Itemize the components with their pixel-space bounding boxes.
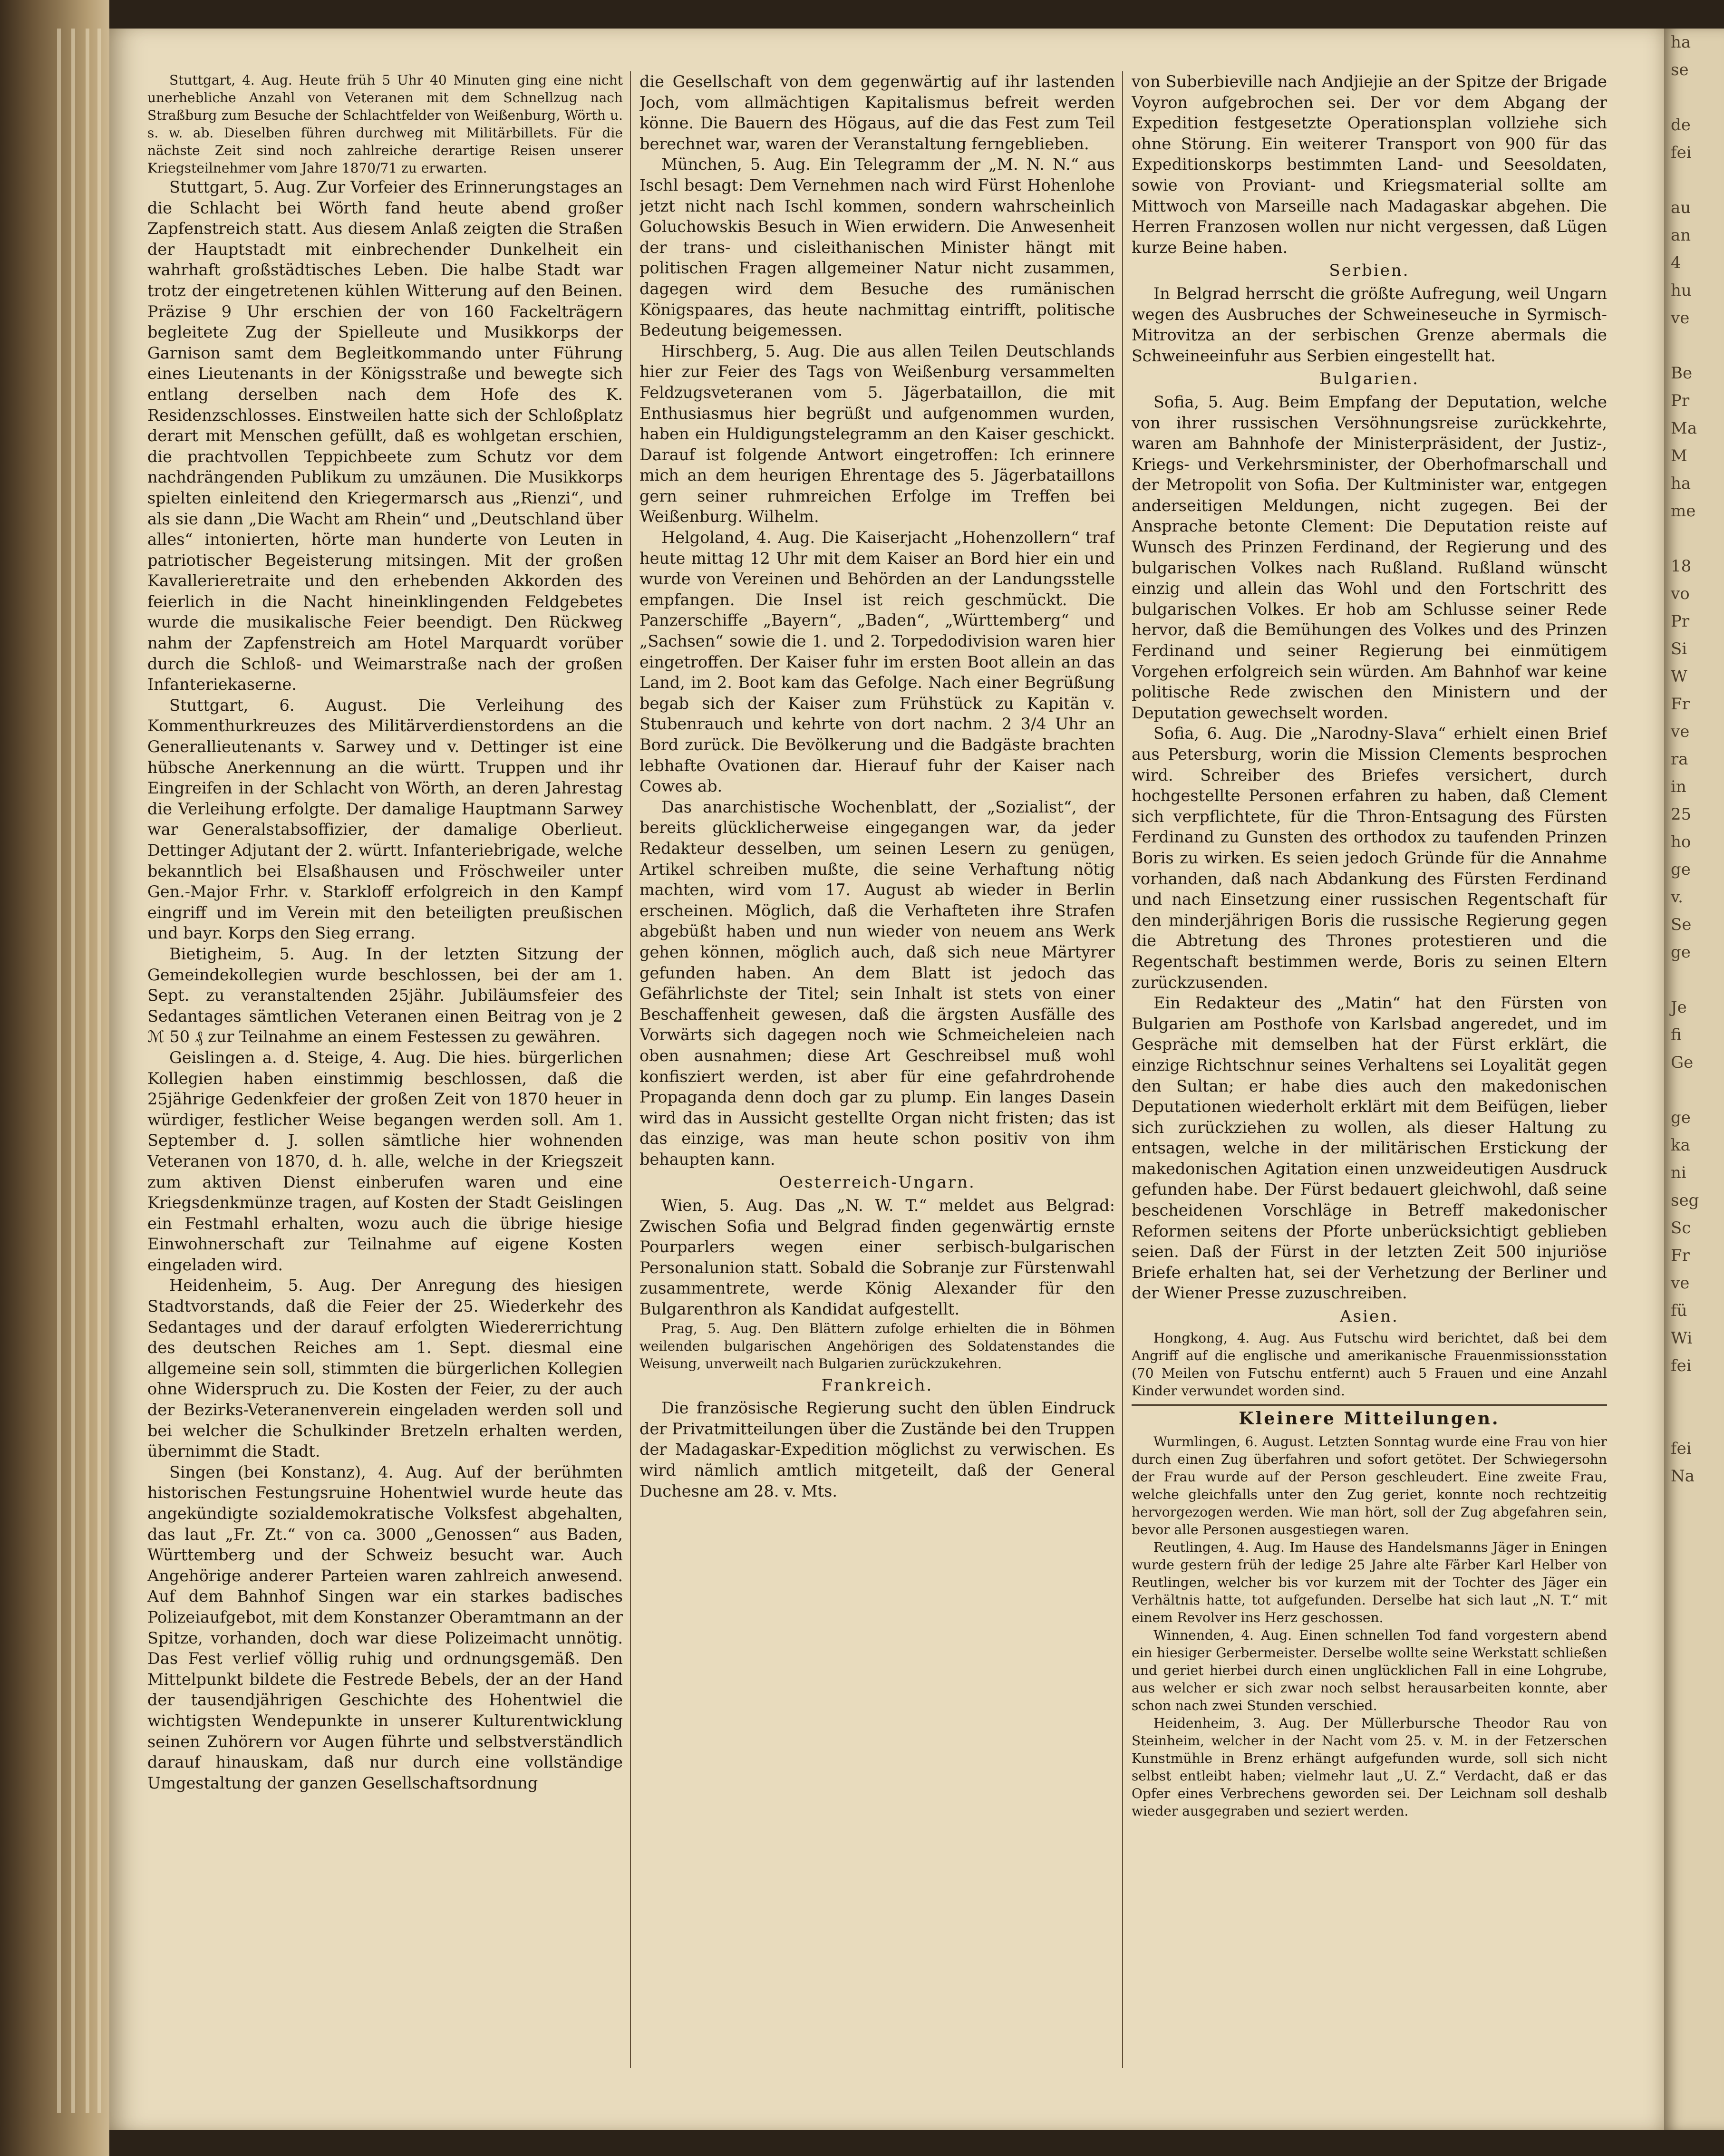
next-page-fragment: v. — [1671, 888, 1683, 907]
next-page-fragment: seg — [1671, 1191, 1699, 1210]
article-paragraph: Heidenheim, 5. Aug. Der Anregung des hiesigen Stadtvorstands, daß die Feier der 25. Wiederkehr des Sedantages und der darauf erfolgten Wiedererrichtung des deutschen Reiches am 1. Sept. diesmal eine allgemeine sein soll, stimmten die bürgerlichen Kollegien ohne Widerspruch zu. Die Kosten der Feier, zu der auch der Bezirks-Veteranenverein eingeladen werden soll und bei welcher die Schulkinder Bretzeln erhalten werden, übernimmt die Stadt. — [147, 1276, 623, 1461]
section-heading: Bulgarien. — [1319, 369, 1419, 389]
next-page-fragment: Pr — [1671, 391, 1690, 410]
book-spine — [0, 0, 109, 2156]
next-page-fragment: Na — [1671, 1467, 1695, 1486]
article-paragraph: München, 5. Aug. Ein Telegramm der „M. N. N.“ aus Ischl besagt: Dem Vernehmen nach wird Fürst Hohenlohe jetzt nicht nach Ischl kommen, sondern wahrscheinlich Goluchowskis Besuch in Wien erwidern. Die Anwesenheit der trans- und cisleithanischen Minister hängt mit politischen Fragen allgemeiner Natur nicht zusammen, dagegen wird dem Besuche des rumänischen Königspaares, das heute nachmittag eintrifft, politische Bedeutung beigemessen. — [639, 155, 1115, 340]
article-paragraph: Wurmlingen, 6. August. Letzten Sonntag wurde eine Frau von hier durch einen Zug überfahren und sofort getötet. Der Schwiegersohn der Frau wurde auf der Person geschleudert. Eine zweite Frau, welche gleichfalls unter den Zug geriet, konnte noch rechtzeitig hervorgezogen werden. Wie man hört, soll der Zug abgefahren sein, bevor alle Personen ausgestiegen waren. — [1132, 1434, 1607, 1538]
column-2 — [639, 71, 1115, 2068]
next-page-fragment: fü — [1671, 1301, 1687, 1320]
next-page-fragment: Fr — [1671, 695, 1690, 714]
article-paragraph: Hirschberg, 5. Aug. Die aus allen Teilen Deutschlands hier zur Feier des Tags von Weißenburg versammelten Feldzugsveteranen vom 5. Jägerbataillon, die mit Enthusiasmus hier begrüßt und aufgenommen wurden, haben ein Huldigungstelegramm an den Kaiser geschickt. Darauf ist folgende Antwort eingetroffen: Ich erinnere mich an dem heurigen Ehrentage des 5. Jägerbataillons gern seiner ruhmreichen Erfolge im Treffen bei Weißenburg. Wilhelm. — [639, 341, 1115, 526]
next-page-fragment: Be — [1671, 364, 1693, 383]
next-page-fragment: M — [1671, 446, 1687, 465]
section-heading: Oesterreich-Ungarn. — [779, 1173, 976, 1192]
next-page-fragment: Je — [1671, 998, 1687, 1017]
article-paragraph: Heidenheim, 3. Aug. Der Müllerbursche Theodor Rau von Steinheim, welcher in der Nacht vom 25. v. M. in der Fetzerschen Kunstmühle in Brenz erhängt aufgefunden wurde, soll sich nicht selbst entleibt haben; vielmehr laut „U. Z.“ Verdacht, daß er das Opfer eines Verbrechens geworden sei. Der Leichnam soll deshalb wieder ausgegraben und seziert werden. — [1132, 1715, 1607, 1819]
next-page-fragment: ka — [1671, 1136, 1690, 1155]
article-paragraph: Helgoland, 4. Aug. Die Kaiserjacht „Hohenzollern“ traf heute mittag 12 Uhr mit dem Kaiser an Bord hier ein und wurde von Vereinen und Behörden an der Landungsstelle empfangen. Die Insel ist reich geschmückt. Die Panzerschiffe „Bayern“, „Baden“, „Württemberg“ und „Sachsen“ sowie die 1. und 2. Torpedodivision waren hier eingetroffen. Der Kaiser fuhr im ersten Boot allein an das Land, im 2. Boot kam das Gefolge. Nach einer Begrüßung begab sich der Kaiser zum Frühstück zu Kapitän v. Stubenrauch und kehrte von dort nachm. 2 3/4 Uhr an Bord zurück. Die Bevölkerung und die Badgäste brachten lebhafte Ovationen dar. Hierauf fuhr der Kaiser nach Cowes ab. — [639, 528, 1115, 796]
next-page-fragment: ho — [1671, 832, 1691, 851]
article-paragraph: Stuttgart, 5. Aug. Zur Vorfeier des Erinnerungstages an die Schlacht bei Wörth fand heute abend großer Zapfenstreich statt. Aus diesem Anlaß zeigten die Straßen der Hauptstadt mit einbrechender Dunkelheit ein wahrhaft großstädtisches Leben. Die halbe Stadt war trotz der eingetretenen kühlen Witterung auf den Beinen. Präzise 9 Uhr erschien der von 160 Fackelträgern begleitete Zug der Spielleute und Musikkorps der Garnison samt dem Begleitkommando unter Führung eines Lieutenants in der Königsstraße und bewegte sich entlang derselben nach dem Hofe des K. Residenzschlosses. Einstweilen hatte sich der Schloßplatz derart mit Menschen gefüllt, daß es wohlgetan erschien, die prachtvollen Teppichbeete zum Schutz vor dem nachdrängenden Publikum zu umzäunen. Die Musikkorps spielten einleitend den Kriegermarsch aus „Rienzi“, und als sie dann „Die Wacht am Rhein“ und „Deutschland über alles“ intonierten, hörte man hunderte von Leuten in patriotischer Begeisterung mitsingen. Mit der großen Kavallerieretraite und den erhebenden Akkorden des feierlich in die Nacht hineinklingenden Feldgebetes wurde die musikalische Feier beendigt. Den Rückweg nahm der Zapfenstreich am Hotel Marquardt vorüber durch die Schloß- und Weimarstraße nach der großen Infanteriekaserne. — [147, 178, 623, 694]
next-page-fragment — [1664, 1380, 1724, 1407]
next-page-fragment: ve — [1671, 1274, 1690, 1293]
column-rule — [1122, 71, 1123, 2068]
next-page-fragment: ge — [1671, 1108, 1691, 1127]
next-page-fragment: Pr — [1671, 612, 1690, 631]
next-page-fragment — [1664, 1076, 1724, 1104]
next-page-fragment: me — [1671, 502, 1696, 521]
next-page-fragment — [1664, 166, 1724, 194]
next-page-fragment: Si — [1671, 639, 1687, 658]
column-rule — [630, 71, 631, 2068]
article-paragraph: Winnenden, 4. Aug. Einen schnellen Tod fand vorgestern abend ein hiesiger Gerbermeister. Derselbe wollte seine Werkstatt schließen und geriet hierbei durch einen unglücklichen Fall in eine Lohgrube, aus welcher er sich zwar noch selbst herausarbeiten konnte, aber schon nach zwei Stunden verschied. — [1132, 1627, 1607, 1714]
page-edge — [57, 29, 61, 2113]
next-page-fragment: fei — [1671, 143, 1692, 162]
next-page-fragment: 25 — [1671, 805, 1692, 824]
next-page-fragment: W — [1671, 667, 1687, 686]
next-page-fragment: ni — [1671, 1163, 1686, 1182]
next-page-fragment: au — [1671, 198, 1691, 217]
next-page-fragment: in — [1671, 777, 1686, 796]
next-page-fragment: hu — [1671, 281, 1692, 300]
next-page-fragment: Ge — [1671, 1053, 1694, 1072]
article-paragraph: Sofia, 6. Aug. Die „Narodny-Slava“ erhielt einen Brief aus Petersburg, worin die Mission Clements besprochen wird. Schreiber des Briefes versichert, durch hochgestellte Personen erfahren zu haben, daß Clement sich verpflichtete, für die Thron-Entsagung des Fürsten Ferdinand zu Gunsten des orthodox zu taufenden Prinzen Boris zu wirken. Es seien jedoch Gründe für die Annahme vorhanden, daß nach Abdankung des Fürsten Ferdinand und nach Einsetzung einer russischen Regentschaft für den minderjährigen Boris die russische Regierung gegen die Abtretung des Thrones protestieren und die Regentschaft bestimmen werde, Boris zu seinen Eltern zurückzusenden. — [1132, 724, 1607, 992]
article-paragraph: Sofia, 5. Aug. Beim Empfang der Deputation, welche von ihrer russischen Versöhnungsreise zurückkehrte, waren am Bahnhofe der Ministerpräsident, der Justiz-, Kriegs- und Verkehrsminister, der Oberhofmarschall und der Metropolit von Sofia. Der Kultminister war, entgegen anderseitigen Meldungen, nicht zugegen. Bei der Ansprache betonte Clement: Die Deputation reiste auf Wunsch des Prinzen Ferdinand, der Regierung und des bulgarischen Volkes nach Rußland. Rußland wünscht einzig und allein das Wohl und den Fortschritt des bulgarischen Volkes. Er hob am Schlusse seiner Rede hervor, daß die Bemühungen des Volkes und des Prinzen Ferdinand und seiner Regierung bei einmütigem Vorgehen erfolgreich sein würden. Am Bahnhof war keine politische Rede zwischen den Ministern und der Deputation gewechselt worden. — [1132, 392, 1607, 722]
article-paragraph: Stuttgart, 6. August. Die Verleihung des Kommenthurkreuzes des Militärverdienstordens an die Generallieutenants v. Sarwey und v. Dettinger ist eine hübsche Anerkennung an die württ. Truppen und ihr Eingreifen in der Schlacht von Wörth, an deren Jahrestag die Verleihung erfolgte. Der damalige Hauptmann Sarwey war Generalstabsoffizier, der damalige Oberlieut. Dettinger Adjutant der 2. württ. Infanteriebrigade, welche bekanntlich bei Elsaßhausen und Fröschweiler unter Gen.-Major Frhr. v. Starkloff erfolgreich in den Kampf eingriff und im Verein mit den beteiligten preußischen und bayr. Korps den Sieg errang. — [147, 696, 623, 943]
article-paragraph: Reutlingen, 4. Aug. Im Hause des Handelsmanns Jäger in Eningen wurde gestern früh der ledige 25 Jahre alte Färber Karl Helber von Reutlingen, welcher bis vor kurzem mit der Tochter des Jäger ein Verhältnis hatte, tot aufgefunden. Derselbe hat sich laut „N. T.“ mit einem Revolver ins Herz geschossen. — [1132, 1539, 1607, 1626]
article-paragraph: von Suberbieville nach Andjiejie an der Spitze der Brigade Voyron aufgebrochen sei. Der vor dem Abgang der Expedition festgesetzte Operationsplan vollziehe sich ohne Störung. Ein weiterer Transport von 900 für das Expeditionskorps bestimmten Land- und Seesoldaten, sowie von Proviant- und Kriegsmaterial sollte am Mittwoch von Marseille nach Madagaskar abgehen. Die Herren Franzosen wollen nur nicht vergessen, daß Lügen kurze Beine haben. — [1132, 72, 1607, 257]
article-paragraph: Geislingen a. d. Steige, 4. Aug. Die hies. bürgerlichen Kollegien haben einstimmig beschlossen, daß die 25jährige Gedenkfeier der großen Zeit von 1870 heuer in würdiger, festlicher Weise begangen werden soll. Am 1. September d. J. sollen sämtliche hier wohnenden Veteranen von 1870, d. h. alle, welche in der Kriegszeit zum aktiven Dienst einberufen waren und eine Kriegsdenkmünze tragen, auf Kosten der Stadt Geislingen ein Festmahl erhalten, wozu auch die übrige hiesige Einwohnerschaft zur Teilnahme auf eigene Kosten eingeladen wird. — [147, 1048, 623, 1274]
column-3 — [1132, 71, 1607, 2068]
article-paragraph: Prag, 5. Aug. Den Blättern zufolge erhielten die in Böhmen weilenden bulgarischen Angehörigen des Soldatenstandes die Weisung, unverweilt nach Bulgarien zurückzukehren. — [639, 1320, 1115, 1372]
next-page-fragment: ge — [1671, 943, 1691, 962]
next-page-fragment — [1664, 525, 1724, 552]
next-page-fragment: ra — [1671, 750, 1688, 769]
section-heading: Frankreich. — [821, 1375, 933, 1395]
next-page-fragment: ha — [1671, 474, 1691, 493]
next-page-fragment: fei — [1671, 1356, 1692, 1375]
next-page-fragment — [1664, 1407, 1724, 1435]
next-page-fragment: ha — [1671, 33, 1691, 52]
section-banner: Kleinere Mitteilungen. — [1132, 1404, 1607, 1430]
article-paragraph: Stuttgart, 4. Aug. Heute früh 5 Uhr 40 Minuten ging eine nicht unerhebliche Anzahl von Veteranen mit dem Schnellzug nach Straßburg zum Besuche der Schlachtfelder von Weißenburg, Wörth u. s. w. ab. Dieselben führen durchweg mit Militärbillets. Für die nächste Zeit sind noch zahlreiche derartige Reisen unserer Kriegsteilnehmer vom Jahre 1870/71 zu erwarten. — [147, 72, 623, 176]
article-paragraph: Singen (bei Konstanz), 4. Aug. Auf der berühmten historischen Festungsruine Hohentwiel wurde heute das angekündigte sozialdemokratische Volksfest abgehalten, das laut „Fr. Zt.“ von ca. 3000 „Genossen“ aus Baden, Württemberg und der Schweiz besucht war. Auch Angehörige anderer Parteien waren zahlreich anwesend. Auf dem Bahnhof Singen war ein starkes badisches Polizeiaufgebot, mit dem Konstanzer Oberamtmann an der Spitze, vorhanden, doch war diese Polizeimacht unnötig. Das Fest verlief völlig ruhig und ordnungsgemäß. Den Mittelpunkt bildete die Festrede Bebels, der an der Hand der tausendjährigen Geschichte des Hohentwiel die wichtigsten Wendepunkte in unserer Kulturentwicklung seinen Zuhörern vor Augen führte und selbstverständlich darauf hinauskam, daß nur durch eine vollständige Umgestaltung der ganzen Gesellschaftsordnung — [147, 1462, 623, 1792]
next-page-fragment: fei — [1671, 1439, 1692, 1458]
next-page-fragment — [1664, 84, 1724, 111]
article-paragraph: Bietigheim, 5. Aug. In der letzten Sitzung der Gemeindekollegien wurde beschlossen, bei der am 1. Sept. zu veranstaltenden 25jähr. Jubiläumsfeier des Sedantages sämtlichen Veteranen einen Beitrag von je 2 ℳ 50 ₰ zur Teilnahme an einem Festessen zu gewähren. — [147, 944, 623, 1046]
next-page-fragment — [1664, 966, 1724, 994]
next-page-fragment: an — [1671, 226, 1691, 245]
article-paragraph: Ein Redakteur des „Matin“ hat den Fürsten von Bulgarien am Posthofe von Karlsbad angeredet, und im Gespräche mit demselben hat der Fürst erklärt, die einzige Richtschnur seines Verhaltens sei Loyalität gegen den Sultan; er habe dies auch den makedonischen Deputationen wiederholt erklärt mit dem Beifügen, lieber sich zurückziehen zu wollen, als dieser Haltung zu entsagen, welche in der militärischen Erstickung der makedonischen Agitation einen unzweideutigen Ausdruck gefunden habe. Der Fürst bedauert gleichwohl, daß seine bescheidenen Vorschläge in Betreff makedonischer Reformen seitens der Pforte unberücksichtigt geblieben seien. Daß der Fürst in der letzten Zeit 500 injuriöse Briefe erhalten hat, sei der Verhetzung der Berliner und der Wiener Presse zuzuschreiben. — [1132, 994, 1607, 1303]
next-page-fragment: Wi — [1671, 1329, 1693, 1348]
next-page-fragment: 4 — [1671, 253, 1681, 272]
article-paragraph: Hongkong, 4. Aug. Aus Futschu wird berichtet, daß bei dem Angriff auf die englische und amerikanische Frauenmissionsstation (70 Meilen von Futschu entfernt) auch 5 Frauen und eine Anzahl Kinder verwundet worden sind. — [1132, 1330, 1607, 1399]
page-edge — [86, 29, 89, 2113]
page-edge — [97, 29, 101, 2113]
section-heading: Asien. — [1340, 1307, 1399, 1326]
section-heading: Serbien. — [1329, 261, 1410, 280]
next-page-fragment: Ma — [1671, 419, 1697, 438]
next-page-edge — [1664, 29, 1724, 2130]
article-paragraph: Wien, 5. Aug. Das „N. W. T.“ meldet aus Belgrad: Zwischen Sofia und Belgrad finden gegenwärtig ernste Pourparlers wegen einer serbisch-bulgarischen Personalunion statt. Sobald die Sobranje zur Fürstenwahl zusammentrete, werde König Alexander für den Bulgarenthron als Kandidat aufgestellt. — [639, 1196, 1115, 1319]
article-paragraph: In Belgrad herrscht die größte Aufregung, weil Ungarn wegen des Ausbruches der Schweineseuche in Syrmisch-Mitrovitza an der serbischen Grenze abermals die Schweineeinfuhr aus Serbien eingestellt hat. — [1132, 284, 1607, 365]
next-page-fragment: Se — [1671, 915, 1692, 934]
next-page-fragment: ve — [1671, 309, 1690, 328]
next-page-fragment: ve — [1671, 722, 1690, 741]
next-page-fragment: 18 — [1671, 557, 1692, 576]
next-page-fragment — [1664, 332, 1724, 359]
next-page-fragment: fi — [1671, 1025, 1682, 1044]
next-page-fragment: se — [1671, 60, 1689, 79]
article-paragraph: Die französische Regierung sucht den üblen Eindruck der Privatmitteilungen über die Zustände bei den Truppen der Madagaskar-Expedition möglichst zu verwischen. Es wird nämlich amtlich mitgeteilt, daß der General Duchesne am 28. v. Mts. — [639, 1399, 1115, 1500]
next-page-fragment: vo — [1671, 584, 1690, 603]
page-edge — [71, 29, 75, 2113]
next-page-fragment: ge — [1671, 860, 1691, 879]
next-page-fragment: de — [1671, 116, 1691, 135]
article-paragraph: die Gesellschaft von dem gegenwärtig auf ihr lastenden Joch, vom allmächtigen Kapitalismus befreit werden könne. Die Bauern des Högaus, auf die das Fest zum Teil berechnet war, waren der Veranstaltung ferngeblieben. — [639, 72, 1115, 153]
article-paragraph: Das anarchistische Wochenblatt, der „Sozialist“, der bereits glücklicherweise eingegangen war, da jeder Redakteur desselben, um seinen Lesern zu genügen, Artikel schreiben mußte, die seine Verhaftung nötig machten, wird vom 17. August ab wieder in Berlin erscheinen. Möglich, daß die Verhafteten ihre Strafen abgebüßt haben und nun wieder von neuem ans Werk gehen können, möglich auch, daß sich neue Märtyrer gefunden haben. An dem Blatt ist jedoch das Gefährlichste der Titel; sein Inhalt ist stets von einer Beschaffenheit gewesen, daß die ärgsten Ausfälle des Vorwärts sich dagegen noch wie Schmeicheleien nach oben ausnahmen; diese Art Geschreibsel muß wohl konfisziert werden, ist aber für eine gefahrdrohende Propaganda denn doch gar zu plump. Ein langes Dasein wird das in Aussicht gestellte Organ nicht fristen; das ist das einzige, was man heute schon positiv von ihm behaupten kann. — [639, 797, 1115, 1169]
column-1 — [147, 71, 623, 2068]
next-page-fragment: Sc — [1671, 1218, 1691, 1238]
next-page-fragment: Fr — [1671, 1246, 1690, 1265]
